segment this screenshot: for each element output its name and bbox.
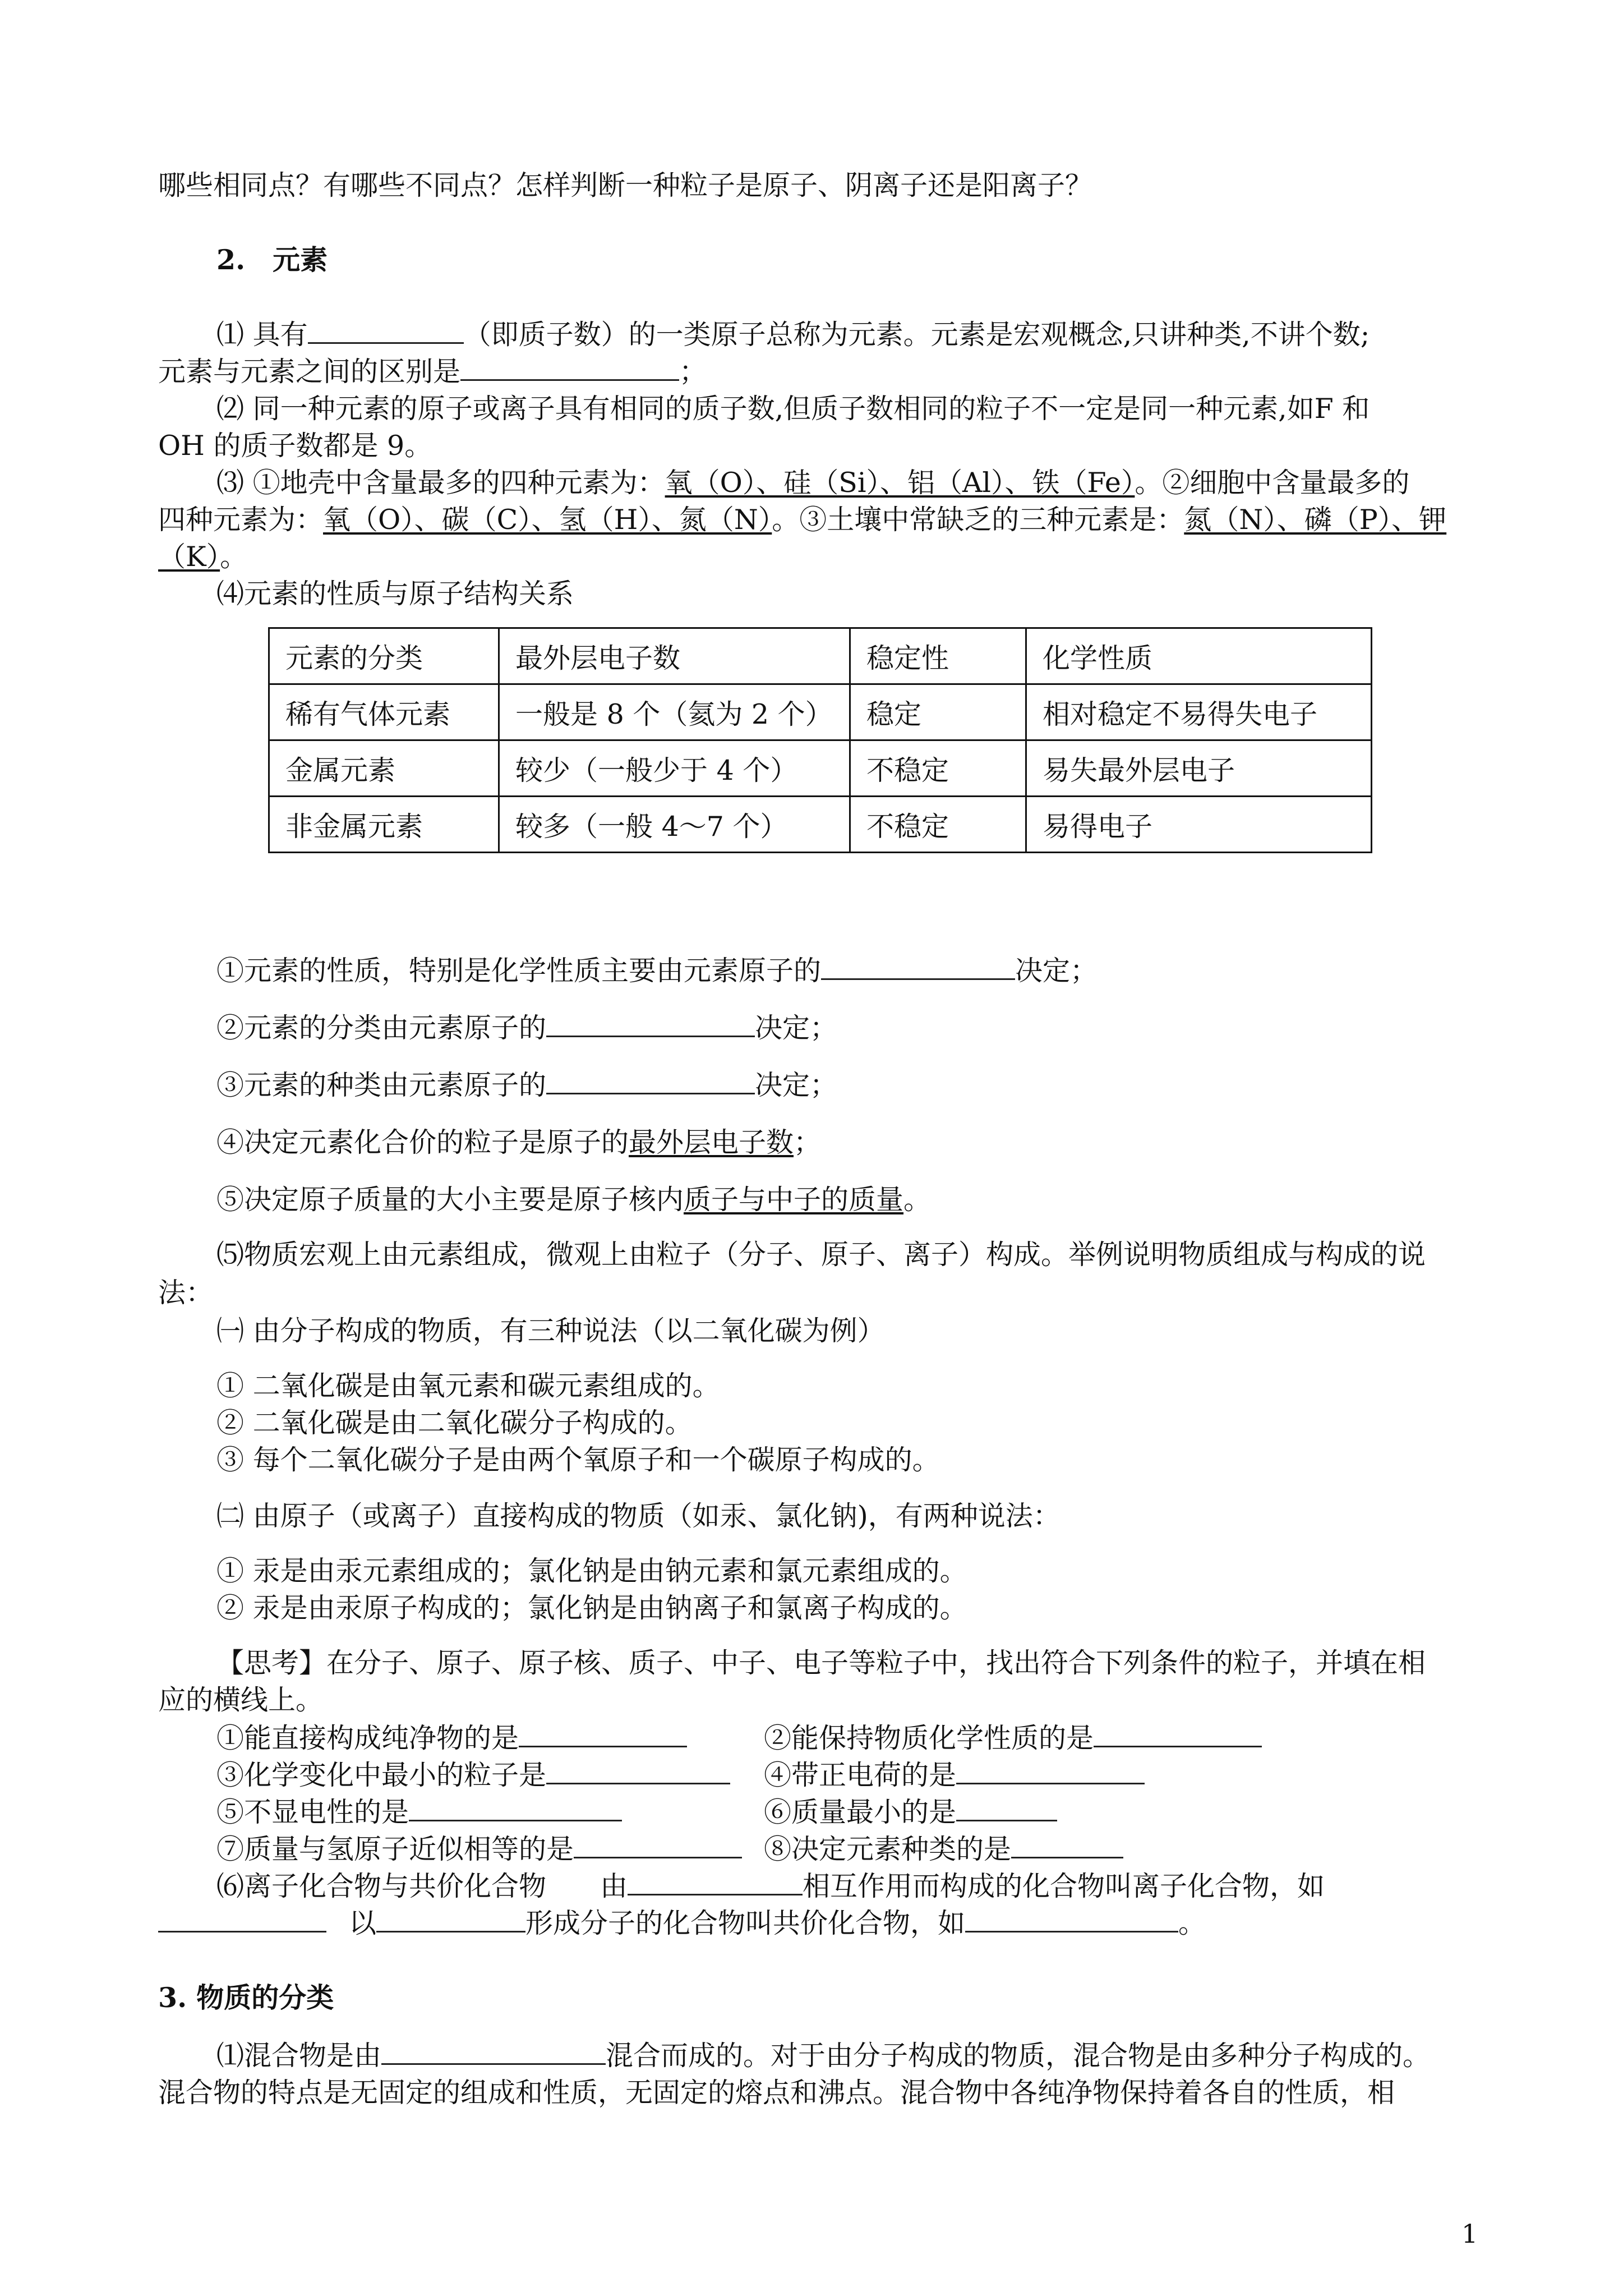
blank-line[interactable] [574, 1832, 742, 1858]
table-header-cell: 元素的分类 [269, 628, 499, 684]
text: ①元素的性质，特别是化学性质主要由元素原子的 [216, 955, 822, 987]
table-cell: 不稳定 [850, 797, 1026, 853]
text: ③元素的种类由元素原子的 [216, 1069, 547, 1101]
s2-fill-5 [216, 1181, 931, 1218]
text: ②能保持物质化学性质的是 [764, 1722, 1094, 1754]
text: ④带正电荷的是 [764, 1759, 957, 1791]
s2-p3-line1 [216, 464, 1409, 501]
s2-p1-line1 [216, 316, 1370, 353]
text: 。 [1178, 1907, 1206, 1939]
s2-think-line1: 【思考】在分子、原子、原子核、质子、中子、电子等粒子中，找出符合下列条件的粒子，并填在相 [216, 1647, 1426, 1679]
q-row-3 [216, 1794, 622, 1831]
text: ⑴ 具有 [216, 319, 308, 351]
blank-line[interactable] [158, 1906, 326, 1932]
s2-p3-line2 [158, 501, 1446, 539]
text: 元素与元素之间的区别是 [158, 356, 461, 388]
q-row-4 [216, 1831, 742, 1868]
blank-line[interactable] [308, 318, 464, 344]
text: ②元素的分类由元素原子的 [216, 1012, 547, 1044]
table-header-row [269, 628, 1372, 684]
table-cell: 金属元素 [269, 740, 499, 797]
table-header-cell: 稳定性 [850, 628, 1026, 684]
blank-line[interactable] [519, 1721, 687, 1747]
section-2-heading: 2. 元素 [216, 243, 328, 276]
text: ⑧决定元素种类的是 [764, 1833, 1012, 1865]
answer-outer-electrons: 最外层电子数 [629, 1126, 794, 1158]
text: 。 [903, 1184, 932, 1216]
s2-fill-1 [216, 953, 1098, 990]
table-cell: 非金属元素 [269, 797, 499, 853]
text: ⑤不显电性的是 [216, 1796, 409, 1828]
text: 形成分子的化合物叫共价化合物，如 [525, 1907, 966, 1939]
text: ③化学变化中最小的粒子是 [216, 1759, 547, 1791]
text: ； [794, 1126, 822, 1158]
s2-p5-line2: 法： [158, 1277, 214, 1309]
s2-fill-4 [216, 1124, 821, 1161]
text: 。③土壤中常缺乏的三种元素是： [772, 504, 1184, 536]
blank-line[interactable] [1011, 1832, 1123, 1858]
s2-m1-3: ③ 每个二氧化碳分子是由两个氧原子和一个碳原子构成的。 [216, 1444, 940, 1476]
blank-line[interactable] [546, 1758, 730, 1784]
table-cell: 较多（一般 4～7 个） [499, 797, 850, 853]
text: ⑥质量最小的是 [764, 1796, 957, 1828]
s2-m2-1: ① 汞是由汞元素组成的；氯化钠是由钠元素和氯元素组成的。 [216, 1555, 967, 1587]
text: ⑴混合物是由 [216, 2040, 382, 2072]
table-cell: 稀有气体元素 [269, 684, 499, 740]
answer-proton-neutron-mass: 质子与中子的质量 [684, 1184, 904, 1216]
text: 决定； [1015, 955, 1098, 987]
table-row [269, 740, 1372, 797]
table-cell: 稳定 [850, 684, 1026, 740]
s2-p4: ⑷元素的性质与原子结构关系 [216, 578, 574, 610]
s2-p5-line1: ⑸物质宏观上由元素组成，微观上由粒子（分子、原子、离子）构成。举例说明物质组成与构成的说 [216, 1239, 1426, 1271]
s2-p6-line1 [216, 1868, 1325, 1905]
blank-line[interactable] [821, 954, 1015, 980]
table-cell: 不稳定 [850, 740, 1026, 797]
q-row-4b [764, 1831, 1123, 1868]
page-number: 1 [1461, 2219, 1478, 2249]
text: 混合而成的。对于由分子构成的物质，混合物是由多种分子构成的。 [606, 2040, 1431, 2072]
table-cell: 较少（一般少于 4 个） [499, 740, 850, 797]
text: 由 [600, 1870, 628, 1902]
q-row-2b [764, 1757, 1145, 1794]
blank-line[interactable] [965, 1906, 1178, 1932]
text: 四种元素为： [158, 504, 324, 536]
table-cell: 相对稳定不易得失电子 [1026, 684, 1372, 740]
section-3-heading: 3. 物质的分类 [158, 1981, 334, 2014]
text: 以 [349, 1907, 377, 1939]
text: （即质子数）的一类原子总称为元素。元素是宏观概念,只讲种类,不讲个数; [463, 319, 1370, 351]
intro-line: 哪些相同点？有哪些不同点？怎样判断一种粒子是原子、阴离子还是阳离子？ [158, 169, 1093, 201]
text: ⑹离子化合物与共价化合物 [216, 1870, 547, 1902]
text: ④决定元素化合价的粒子是原子的 [216, 1126, 629, 1158]
table-cell: 易失最外层电子 [1026, 740, 1372, 797]
s2-p6-line2 [158, 1905, 1206, 1942]
blank-line[interactable] [409, 1795, 622, 1821]
s2-p3-line3 [158, 539, 247, 576]
q-row-1 [216, 1720, 687, 1757]
text: 决定； [755, 1069, 838, 1101]
s2-m1-1: ① 二氧化碳是由氧元素和碳元素组成的。 [216, 1370, 720, 1402]
blank-line[interactable] [628, 1869, 803, 1895]
s2-p2-line2: OH 的质子数都是 9。 [158, 430, 432, 462]
blank-line[interactable] [376, 1906, 525, 1932]
blank-line[interactable] [1094, 1721, 1262, 1747]
blank-line[interactable] [956, 1795, 1057, 1821]
s2-m1: ㈠ 由分子构成的物质，有三种说法（以二氧化碳为例） [216, 1315, 885, 1347]
table-header-cell: 化学性质 [1026, 628, 1372, 684]
s2-p2-line1: ⑵ 同一种元素的原子或离子具有相同的质子数,但质子数相同的粒子不一定是同一种元素,如F 和 [216, 393, 1370, 425]
soil-elements: 氮（N）、磷（P）、钾 [1184, 504, 1447, 536]
text: ⑶ ①地壳中含量最多的四种元素为： [216, 467, 665, 499]
element-properties-table [268, 627, 1372, 853]
cell-elements: 氧（O）、碳（C）、氢（H）、氮（N） [323, 504, 772, 536]
q-row-1b [764, 1720, 1262, 1757]
soil-elements-cont: （K） [158, 541, 220, 573]
crust-elements: 氧（O）、硅（Si）、铝（Al）、铁（Fe） [665, 467, 1135, 499]
s2-m1-2: ② 二氧化碳是由二氧化碳分子构成的。 [216, 1407, 693, 1439]
q-row-3b [764, 1794, 1057, 1831]
text: ①能直接构成纯净物的是 [216, 1722, 519, 1754]
s2-m2-2: ② 汞是由汞原子构成的；氯化钠是由钠离子和氯离子构成的。 [216, 1592, 967, 1624]
text: 。 [220, 541, 248, 573]
s2-p1-line2 [158, 353, 707, 390]
blank-line[interactable] [381, 2039, 606, 2065]
text: 相互作用而构成的化合物叫离子化合物，如 [803, 1870, 1325, 1902]
s3-p1-line1 [216, 2037, 1430, 2074]
table-cell: 一般是 8 个（氦为 2 个） [499, 684, 850, 740]
blank-line[interactable] [546, 1068, 755, 1094]
table-row [269, 684, 1372, 740]
s3-p1-line2: 混合物的特点是无固定的组成和性质，无固定的熔点和沸点。混合物中各纯净物保持着各自的性质，相 [158, 2077, 1395, 2109]
q-row-2 [216, 1757, 730, 1794]
s2-think-line2: 应的横线上。 [158, 1684, 324, 1716]
s2-m2: ㈡ 由原子（或离子）直接构成的物质（如汞、氯化钠)，有两种说法： [216, 1500, 1061, 1532]
text: 。②细胞中含量最多的 [1135, 467, 1410, 499]
text: ⑦质量与氢原子近似相等的是 [216, 1833, 574, 1865]
s2-fill-2 [216, 1010, 837, 1047]
blank-line[interactable] [460, 355, 679, 381]
blank-line[interactable] [546, 1011, 755, 1037]
text: 决定； [755, 1012, 838, 1044]
s2-fill-3 [216, 1067, 837, 1104]
table-header-cell: 最外层电子数 [499, 628, 850, 684]
table-row [269, 797, 1372, 853]
text: ⑤决定原子质量的大小主要是原子核内 [216, 1184, 684, 1216]
table-cell: 易得电子 [1026, 797, 1372, 853]
text: ； [679, 356, 707, 388]
blank-line[interactable] [956, 1758, 1145, 1784]
